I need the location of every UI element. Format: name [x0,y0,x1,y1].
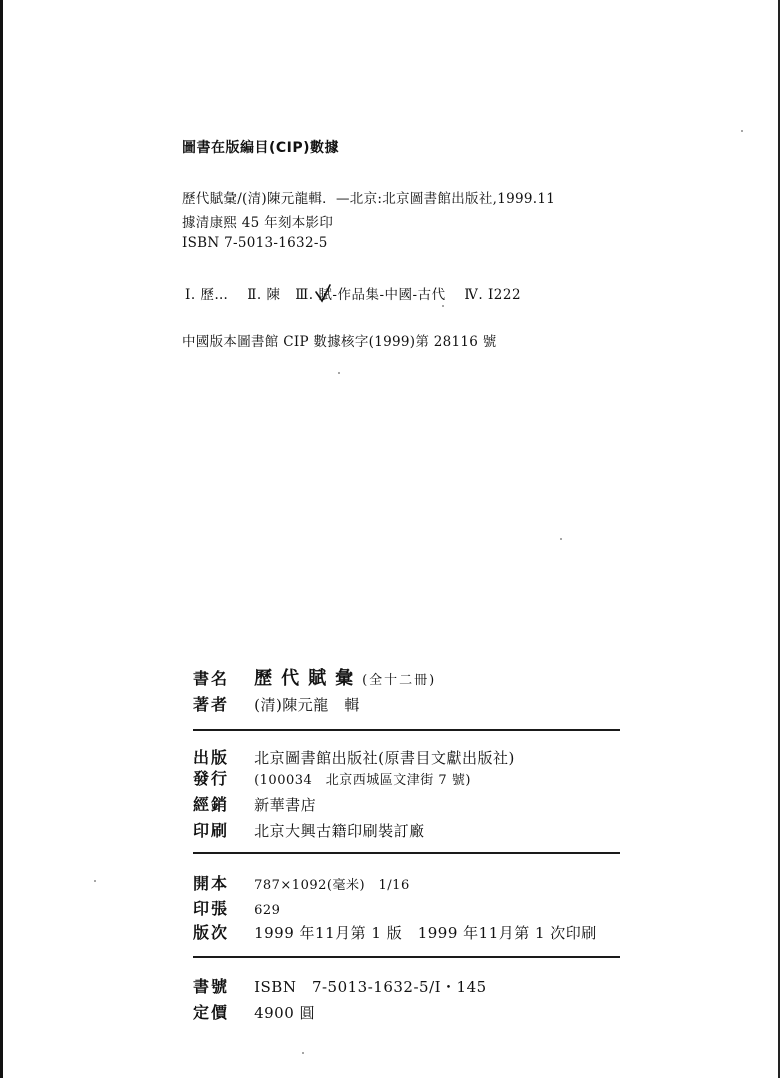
scan-speck [741,130,743,132]
format-label: 開本 [193,874,230,893]
divider-rule [193,956,620,958]
title-label: 書名 [193,669,230,688]
colophon-book-number-row [193,974,487,997]
sheets-value: 629 [254,903,281,918]
colophon-format-row [193,871,410,894]
distribution-label: 發行 [193,769,230,788]
colophon-publisher-row [193,745,515,768]
book-title: 歷代賦彙 [254,668,363,689]
colophon-author-row [193,692,360,715]
colophon-printer-row [193,818,425,841]
divider-rule [193,729,620,731]
cip-heading: 圖書在版編目(CIP)數據 [182,140,340,156]
colophon-seller-row [193,792,316,815]
scan-speck [94,880,96,882]
page-left-edge [0,0,3,1078]
colophon-title-row [193,664,436,690]
colophon-edition-row [193,920,597,943]
handwritten-check-icon [314,283,332,303]
distribution-address: (100034 北京西城區文津街 7 號) [254,773,471,788]
cip-source-note: 據清康熙 45 年刻本影印 [182,215,334,231]
scan-speck [442,305,444,307]
colophon-price-row [193,1000,315,1023]
cip-isbn: ISBN 7-5013-1632-5 [182,235,328,251]
edition-label: 版次 [193,923,230,942]
cip-approval-number: 中國版本圖書館 CIP 數據核字(1999)第 28116 號 [182,334,497,350]
format-value: 787×1092(毫米) 1/16 [254,878,410,893]
scan-speck [560,538,562,540]
colophon-distribution-row [193,766,471,789]
book-number-value: ISBN 7-5013-1632-5/I・145 [254,978,487,996]
price-value: 4900 圓 [254,1004,316,1022]
scan-speck [338,372,340,374]
subject-entry-3: Ⅲ. 賦-作品集-中國-古代 [295,287,446,303]
author-value: (清)陳元龍 輯 [254,696,360,714]
printer-label: 印刷 [193,821,230,840]
author-label: 著者 [193,695,230,714]
cip-record-line: 歷代賦彙/(清)陳元龍輯．—北京:北京圖書館出版社,1999.11 [182,191,556,207]
subject-entry-2: Ⅱ. 陳 [247,287,281,303]
book-number-label: 書號 [193,977,230,996]
publisher-label: 出版 [193,748,230,767]
subject-entry-4: Ⅳ. I222 [464,287,522,303]
volume-note: (全十二冊) [362,673,437,688]
publisher-value: 北京圖書館出版社(原書目文獻出版社) [254,749,515,767]
price-label: 定價 [193,1003,230,1022]
divider-rule [193,852,620,854]
cip-subject-entries [185,283,535,303]
scan-speck [302,1052,304,1054]
seller-label: 經銷 [193,795,230,814]
printer-value: 北京大興古籍印刷裝訂廠 [254,822,425,840]
edition-value: 1999 年11月第 1 版 1999 年11月第 1 次印刷 [254,924,597,942]
subject-entry-1: Ⅰ. 歷… [185,287,229,303]
colophon-sheets-row [193,896,280,919]
seller-value: 新華書店 [254,796,317,814]
sheets-label: 印張 [193,899,230,918]
